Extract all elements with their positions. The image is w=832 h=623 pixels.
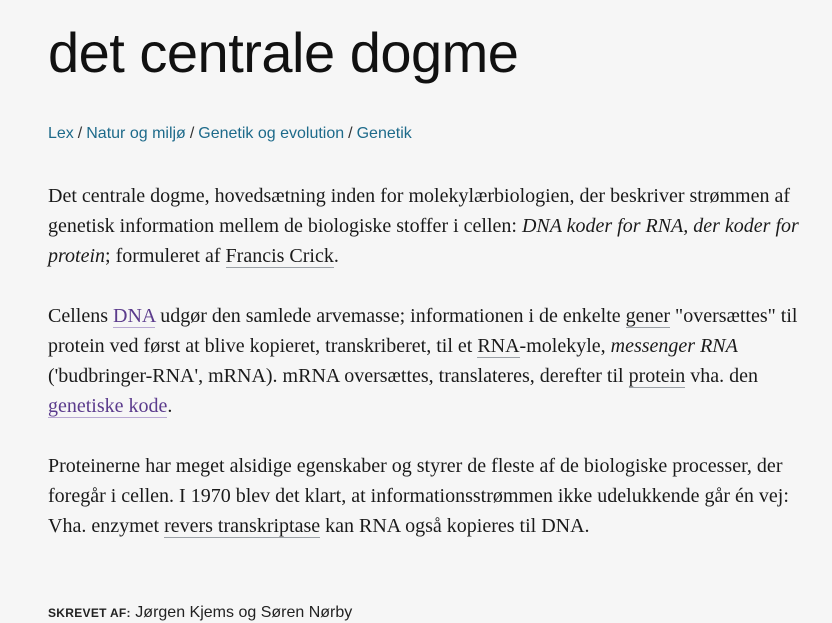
text: kan RNA også kopieres til DNA. <box>320 515 590 537</box>
breadcrumb-lex[interactable]: Lex <box>48 125 74 142</box>
link-revers-transkriptase[interactable]: revers transkriptase <box>164 515 321 537</box>
paragraph-1 <box>48 181 808 271</box>
author-label: SKREVET AF: <box>48 606 131 620</box>
author-line <box>48 603 352 623</box>
text: . <box>333 245 339 267</box>
text: Det centrale dogme, hovedsætning inden for molekylærbiologien, der beskriver strømmen af genetisk information mellem de biologiske stoffer i cellen: <box>48 185 791 237</box>
text: -molekyle, <box>519 335 611 357</box>
article-body <box>48 181 808 571</box>
text: Proteinerne har meget alsidige egenskaber og styrer de fleste af de biologiske processer, der foregår i cellen. I 1970 blev det klart, at informationsstrømmen ikke udelukkende går én vej: Vha. enzymet <box>48 455 789 537</box>
text: udgør den samlede arvemasse; informationen i de enkelte <box>155 305 626 327</box>
breadcrumb-separator: / <box>77 125 83 142</box>
breadcrumb-genetik[interactable]: Genetik <box>356 125 412 142</box>
link-protein[interactable]: protein <box>628 365 686 387</box>
page-title: det centrale dogme <box>48 21 519 84</box>
link-francis-crick[interactable]: Francis Crick <box>225 245 334 267</box>
link-genetiske-kode[interactable]: genetiske kode <box>48 395 168 417</box>
text: . <box>167 395 173 417</box>
link-dna[interactable]: DNA <box>113 305 156 327</box>
emphasis-text: messenger RNA <box>610 335 738 357</box>
text: "oversættes" til protein ved først at blive kopieret, transkriberet, til et <box>48 305 798 357</box>
paragraph-2 <box>48 301 808 421</box>
author-names: Jørgen Kjems og Søren Nørby <box>130 604 353 621</box>
breadcrumb-natur-og-miljo[interactable]: Natur og miljø <box>86 125 186 142</box>
breadcrumb <box>48 124 412 144</box>
text: ('budbringer-RNA', mRNA). mRNA oversættes, translateres, derefter til <box>48 365 629 387</box>
breadcrumb-separator: / <box>189 125 195 142</box>
breadcrumb-separator: / <box>348 125 353 142</box>
link-gener[interactable]: gener <box>625 305 671 327</box>
text: Cellens <box>48 305 113 327</box>
paragraph-3 <box>48 451 808 541</box>
text: vha. den <box>685 365 758 387</box>
emphasis-text: DNA koder for RNA, der koder for protein <box>48 215 799 267</box>
text: ; formuleret af <box>105 245 226 267</box>
link-rna[interactable]: RNA <box>477 335 520 357</box>
breadcrumb-genetik-og-evolution[interactable]: Genetik og evolution <box>198 125 345 142</box>
